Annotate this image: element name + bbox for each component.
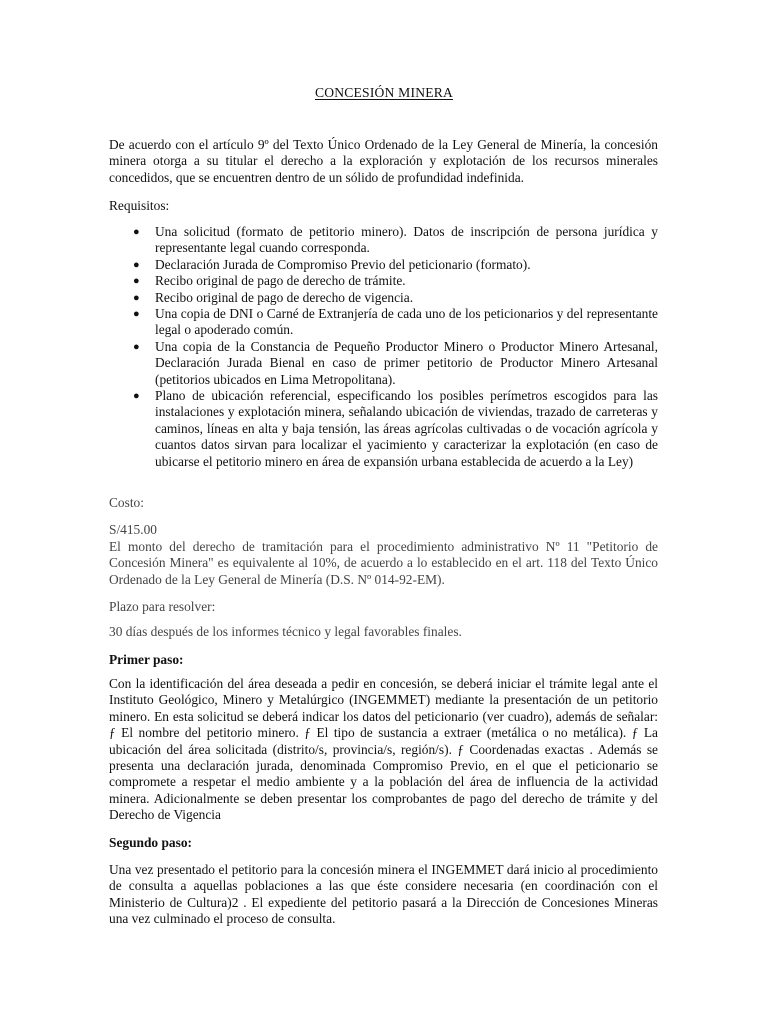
list-item: ● Plano de ubicación referencial, especificando los posibles perímetros escogidos para las instalaciones y explotación minera, señalando ubicación de viviendas, trazado de carreteras y caminos, líneas en alta y baja tensión, las áreas agrícolas cultivadas o de vocación agrícola y cuantos datos sirvan para localizar el yacimiento y caracterizar la explotación (en caso de ubicarse el petitorio minero en área de expansión urbana establecida de acuerdo a la Ley) xyxy=(133,388,658,469)
primer-paso-heading: Primer paso: xyxy=(109,652,184,667)
list-item: ● Recibo original de pago de derecho de vigencia. xyxy=(133,289,414,305)
list-item: ● Declaración Jurada de Compromiso Previo del peticionario (formato). xyxy=(133,256,531,272)
requisitos-list xyxy=(109,224,658,470)
list-item: ● Recibo original de pago de derecho de trámite. xyxy=(133,273,406,289)
bullet-icon: ● xyxy=(133,275,140,288)
list-item: ● Una copia de DNI o Carné de Extranjería de cada uno de los peticionarios y del representante legal o apoderado común. xyxy=(133,306,658,338)
requisitos-label: Requisitos: xyxy=(109,198,170,213)
costo-label: Costo: xyxy=(109,495,144,510)
plazo-paragraph: 30 días después de los informes técnico y legal favorables finales. xyxy=(109,624,462,639)
costo-paragraph: El monto del derecho de tramitación para el procedimiento administrativo Nº 11 "Petitorio de Concesión Minera" es equivalente al 10%, de acuerdo a lo establecido en el art. 118 del Texto Único Ordenado de la Ley General de Minería (D.S. Nº 014-92-EM). xyxy=(109,539,658,587)
bullet-icon: ● xyxy=(133,390,140,403)
list-item: ● Una copia de la Constancia de Pequeño Productor Minero o Productor Minero Artesanal, Declaración Jurada Bienal en caso de primer petitorio de Productor Minero Artesanal (petitorios ubicados en Lima Metropolitana). xyxy=(133,338,658,387)
costo-amount: S/415.00 xyxy=(109,522,157,537)
intro-paragraph: De acuerdo con el artículo 9º del Texto Único Ordenado de la Ley General de Minería, la concesión minera otorga a su titular el derecho a la exploración y explotación de los recursos minerales concedidos, que se encuentren dentro de un sólido de profundidad indefinida. xyxy=(109,137,658,185)
bullet-icon: ● xyxy=(133,226,140,238)
document-title: CONCESIÓN MINERA xyxy=(314,85,453,100)
bullet-icon: ● xyxy=(133,308,140,321)
list-item: ● Una solicitud (formato de petitorio minero). Datos de inscripción de persona jurídica y representante legal cuando corresponda. xyxy=(133,224,658,256)
primer-paso-paragraph: Con la identificación del área deseada a pedir en concesión, se deberá iniciar el trámite legal ante el Instituto Geológico, Minero y Metalúrgico (INGEMMET) mediante la presentación de un petitorio minero. En esta solicitud se deberá indicar los datos del peticionario (ver cuadro), además de señalar: ƒ El nombre del petitorio minero. ƒ El tipo de sustancia a extraer (metálica o no metálica). ƒ La ubicación del área solicitada (distrito/s, provincia/s, región/s). ƒ Coordenadas exactas . Además se presenta una declaración jurada, denominada Compromiso Previo, en el que el peticionario se compromete a respetar el medio ambiente y a la población del área de influencia de la actividad minera. Adicionalmente se deben presentar los comprobantes de pago del derecho de trámite y del Derecho de Vigencia xyxy=(109,676,658,823)
bullet-icon: ● xyxy=(133,340,140,353)
bullet-icon: ● xyxy=(133,291,140,304)
plazo-label: Plazo para resolver: xyxy=(109,599,216,614)
segundo-paso-paragraph: Una vez presentado el petitorio para la concesión minera el INGEMMET dará inicio al procedimiento de consulta a aquellas poblaciones a las que éste considere necesaria (en coordinación con el Ministerio de Cultura)2 . El expediente del petitorio pasará a la Dirección de Concesiones Mineras una vez culminado el proceso de consulta. xyxy=(109,862,658,927)
bullet-icon: ● xyxy=(133,258,140,271)
segundo-paso-heading: Segundo paso: xyxy=(109,835,192,850)
